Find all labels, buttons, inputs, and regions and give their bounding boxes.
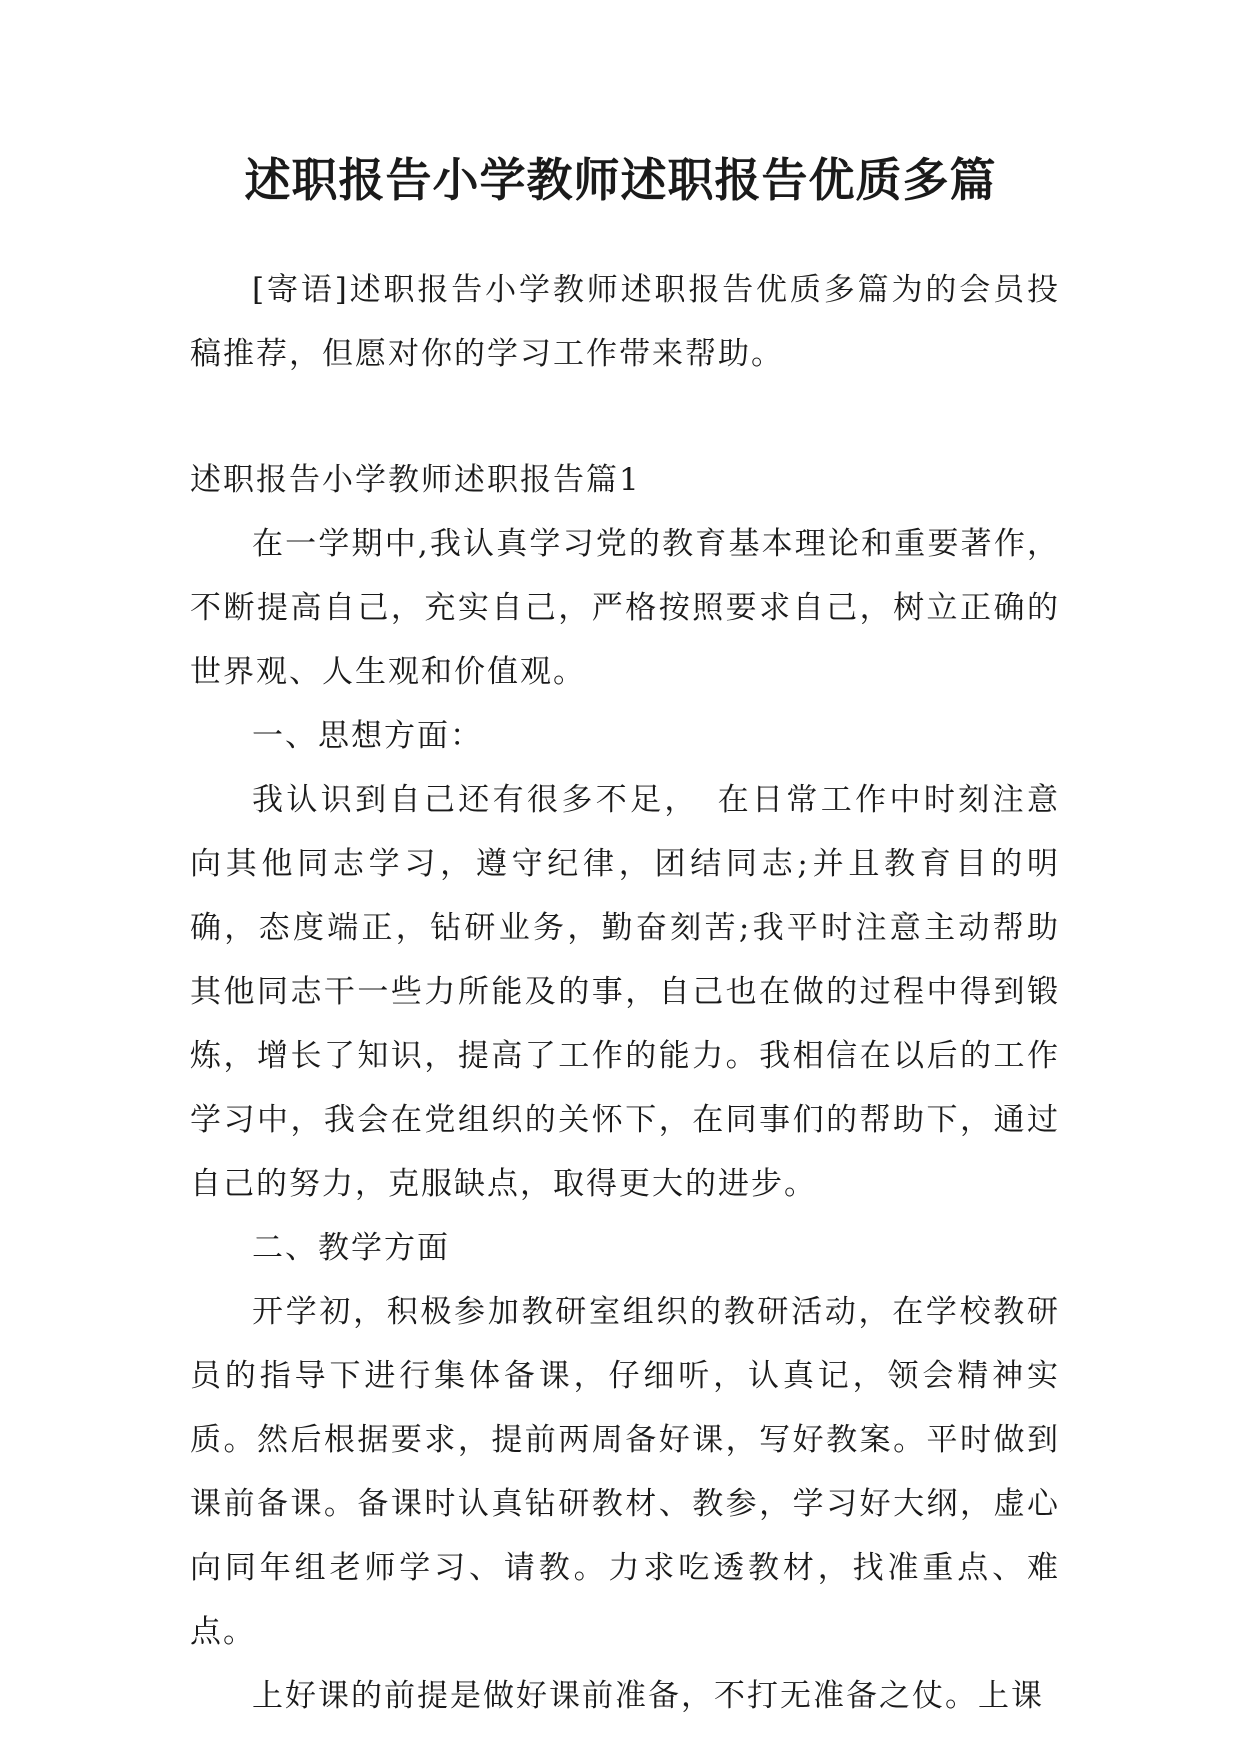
foreword-paragraph: [寄语]述职报告小学教师述职报告优质多篇为的会员投稿推荐，但愿对你的学习工作带来帮助。 — [190, 272, 1060, 372]
subheading-teaching: 二、教学方面 — [252, 1230, 450, 1266]
body-paragraph: 上好课的前提是做好课前准备，不打无准备之仗。上课 — [252, 1678, 1044, 1714]
body-paragraph: 我认识到自己还有很多不足， 在日常工作中时刻注意向其他同志学习，遵守纪律，团结同志;并且教育目的明确，态度端正，钻研业务，勤奋刻苦;我平时注意主动帮助其他同志干一些力所能及的事，自己也在做的过程中得到锻炼，增长了知识，提高了工作的能力。我相信在以后的工作学习中，我会在党组织的关怀下，在同事们的帮助下，通过自己的努力，克服缺点，取得更大的进步。 — [190, 782, 1060, 1202]
body-paragraph: 开学初，积极参加教研室组织的教研活动，在学校教研员的指导下进行集体备课，仔细听，认真记，领会精神实质。然后根据要求，提前两周备好课，写好教案。平时做到课前备课。备课时认真钻研教材、教参，学习好大纲，虚心向同年组老师学习、请教。力求吃透教材，找准重点、难点。 — [190, 1294, 1060, 1650]
document-title: 述职报告小学教师述职报告优质多篇 — [244, 153, 997, 207]
section-heading: 述职报告小学教师述职报告篇1 — [190, 462, 641, 498]
document-body — [190, 258, 1060, 1728]
subheading-thought: 一、思想方面： — [252, 718, 483, 754]
body-paragraph: 在一学期中,我认真学习党的教育基本理论和重要著作，不断提高自己，充实自己，严格按照要求自己，树立正确的世界观、人生观和价值观。 — [190, 526, 1060, 690]
